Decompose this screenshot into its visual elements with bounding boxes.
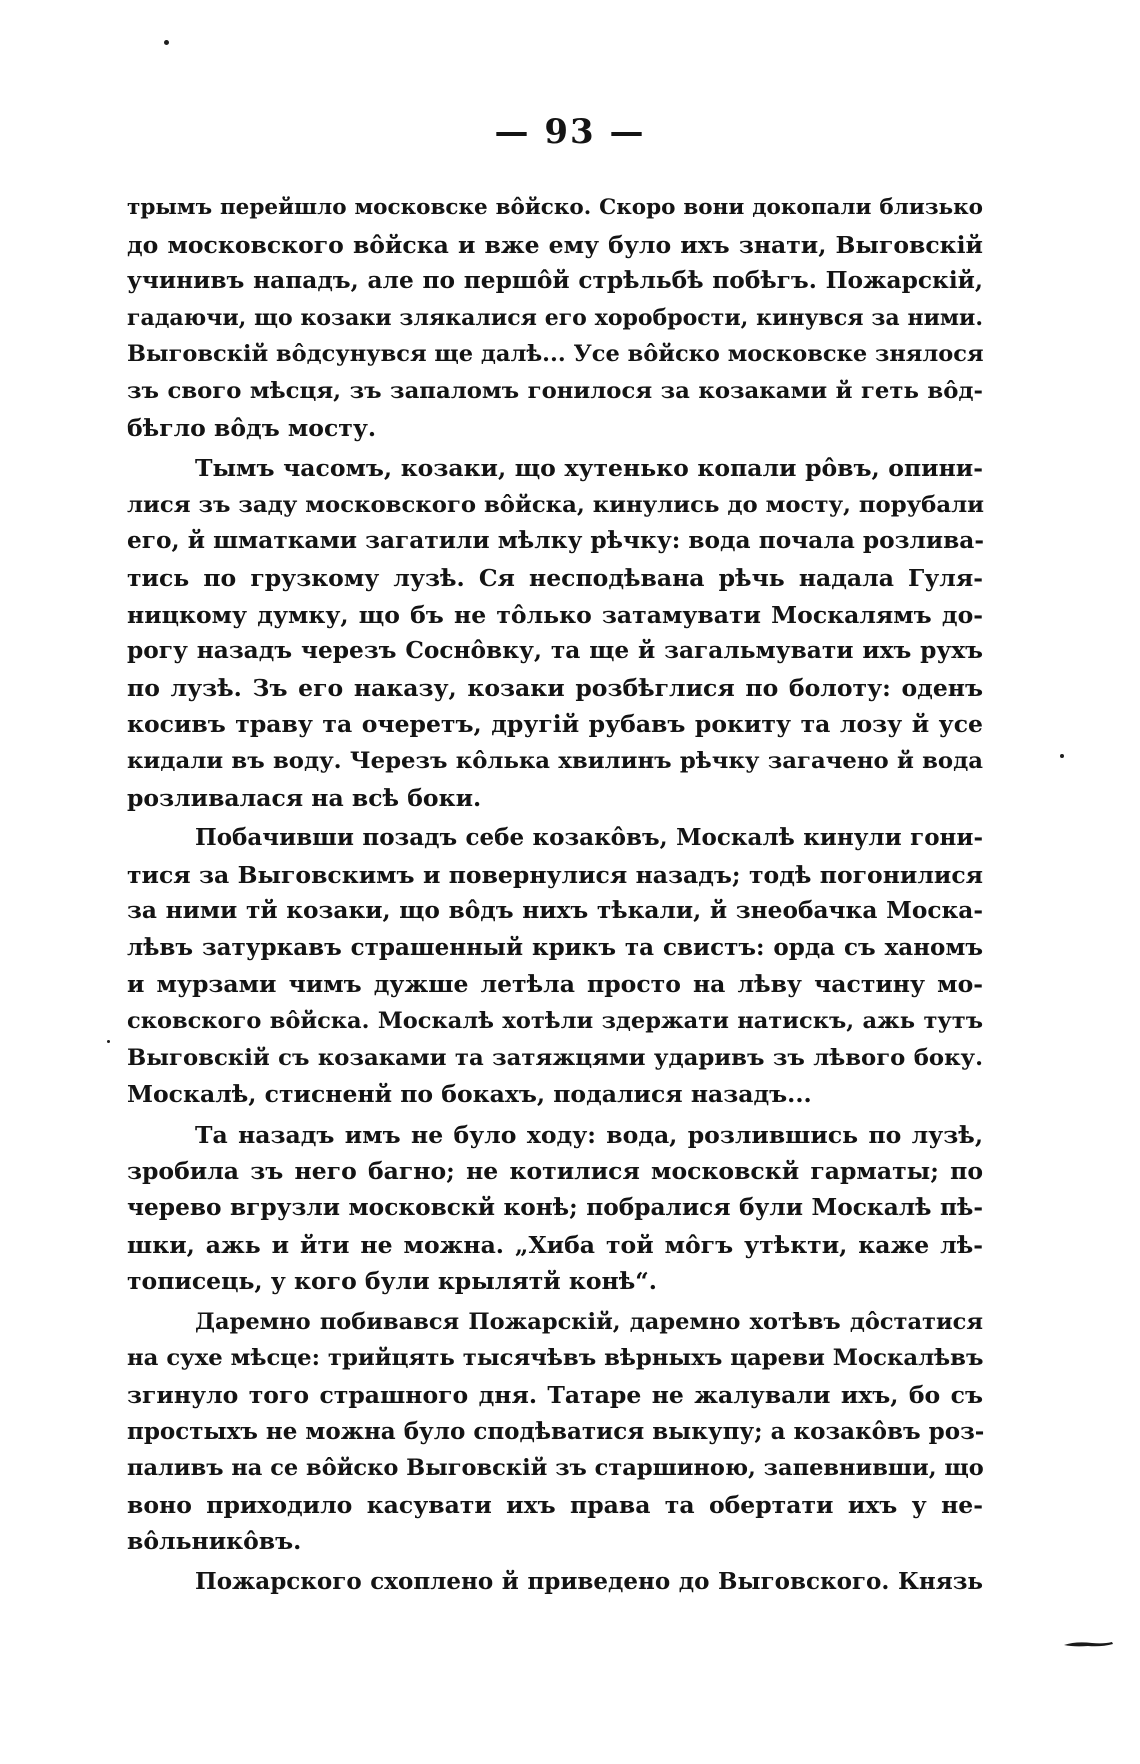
print-speck [164,40,169,45]
text-line: косивъ траву та очеретъ, другій рубавъ рокиту та лозу й усе [127,710,983,739]
text-line: Побачивши позадъ себе козакôвъ, Москалѣ кинули гони- [195,824,983,852]
text-line: до московского вôйска и вже ему було ихъ знати, Выговскій [127,230,983,259]
paragraph [127,1304,983,1560]
text-line: ницкому думку, що бъ не тôлько затамувати Москалямъ до- [127,600,983,629]
text-line: зробила зъ него багно; не котилися московскй гарматы; по [127,1157,983,1186]
text-line: зъ свого мѣсця, зъ запаломъ гонилося за козаками й геть вôд- [127,377,983,404]
text-line: сковского вôйска. Москалѣ хотѣли здержати натискъ, ажь тутъ [127,1008,983,1035]
text-line: тися за Выговскимъ и повернулися назадъ; тодѣ погонилися [127,860,983,889]
text-line: бѣгло вôдъ мосту. [127,413,377,442]
print-speck [107,1040,110,1043]
text-line: гадаючи, що козаки злякалися его хоробрости, кинувся за ними. [127,304,983,331]
text-line: трымъ перейшло московске вôйско. Скоро вони докопали близько [127,195,983,220]
print-speck [1060,754,1064,758]
paragraph [127,190,983,446]
text-line: рогу назадъ черезъ Соснôвку, та ще й загальмувати ихъ рухъ [127,637,983,665]
paragraph [127,450,983,816]
text-line: кидали въ воду. Черезъ кôлька хвилинъ рѣчку загачено й вода [127,747,983,774]
text-line: шки, ажь и йти не можна. „Хиба той мôгъ утѣкти, каже лѣ- [127,1230,983,1259]
text-line: по лузѣ. Зъ его наказу, козаки розбѣглися по болоту: оденъ [127,673,983,702]
text-line: згинуло того страшного дня. Татаре не жалували ихъ, бо съ [127,1381,983,1409]
paragraph [127,820,983,1113]
text-line: паливъ на се вôйско Выговскій зъ старшиною, запевнивши, що [127,1455,984,1482]
text-line: на сухе мѣсце: трийцять тысячѣвъ вѣрныхъ цареви Москалѣвъ [127,1345,984,1372]
body-text [127,190,983,1601]
text-line: Выговскій съ козаками та затяжцями ударивъ зъ лѣвого боку. [127,1044,983,1071]
text-line: и мурзами чимъ дужше летѣла просто на лѣву частину мо- [127,970,983,999]
text-line: Пожарского схоплено й приведено до Выговского. Князь [195,1567,983,1595]
text-line: его, й шматками загатили мѣлку рѣчку: вода почала розлива- [127,527,984,555]
page-number: — 93 — [494,112,646,152]
paragraph [127,1117,983,1300]
text-line: воно приходило касувати ихъ права та обертати ихъ у не- [127,1490,983,1519]
paragraph [127,1564,983,1601]
text-line: Москалѣ, стисненй по бокахъ, подалися назадъ... [127,1080,812,1109]
text-line: черево вгрузли московскй конѣ; побралися були Москалѣ пѣ- [127,1194,983,1222]
text-line: розливалася на всѣ боки. [127,783,482,812]
text-line: Та назадъ имъ не було ходу: вода, розлившись по лузѣ, [195,1120,983,1149]
text-line: тись по грузкому лузѣ. Ся несподѣвана рѣчь надала Гуля- [127,563,983,592]
text-line: Тымъ часомъ, козаки, що хутенько копали рôвъ, опини- [195,454,983,483]
text-line: за ними тй козаки, що вôдъ нихъ тѣкали, й знеобачка Моска- [127,897,983,925]
text-line: лѣвъ затуркавъ страшенный крикъ та свистъ: орда съ ханомъ [127,933,983,961]
text-line: простыхъ не можна було сподѣватися выкупу; а козакôвъ роз- [127,1417,985,1445]
text-line: Даремно побивався Пожарскій, даремно хотѣвъ дôстатися [195,1308,983,1335]
text-line: лися зъ заду московского вôйска, кинулись до мосту, порубали [127,491,985,518]
text-line: вôльникôвъ. [127,1527,302,1556]
text-line: Выговскій вôдсунувся ще далѣ... Усе вôйско московске знялося [127,341,984,368]
text-line: учинивъ нападъ, але по першôй стрѣльбѣ побѣгъ. Пожарскій, [127,267,983,295]
text-line: тописець, у кого були крылятй конѣ“. [127,1267,657,1296]
ink-blot [1062,1640,1114,1648]
